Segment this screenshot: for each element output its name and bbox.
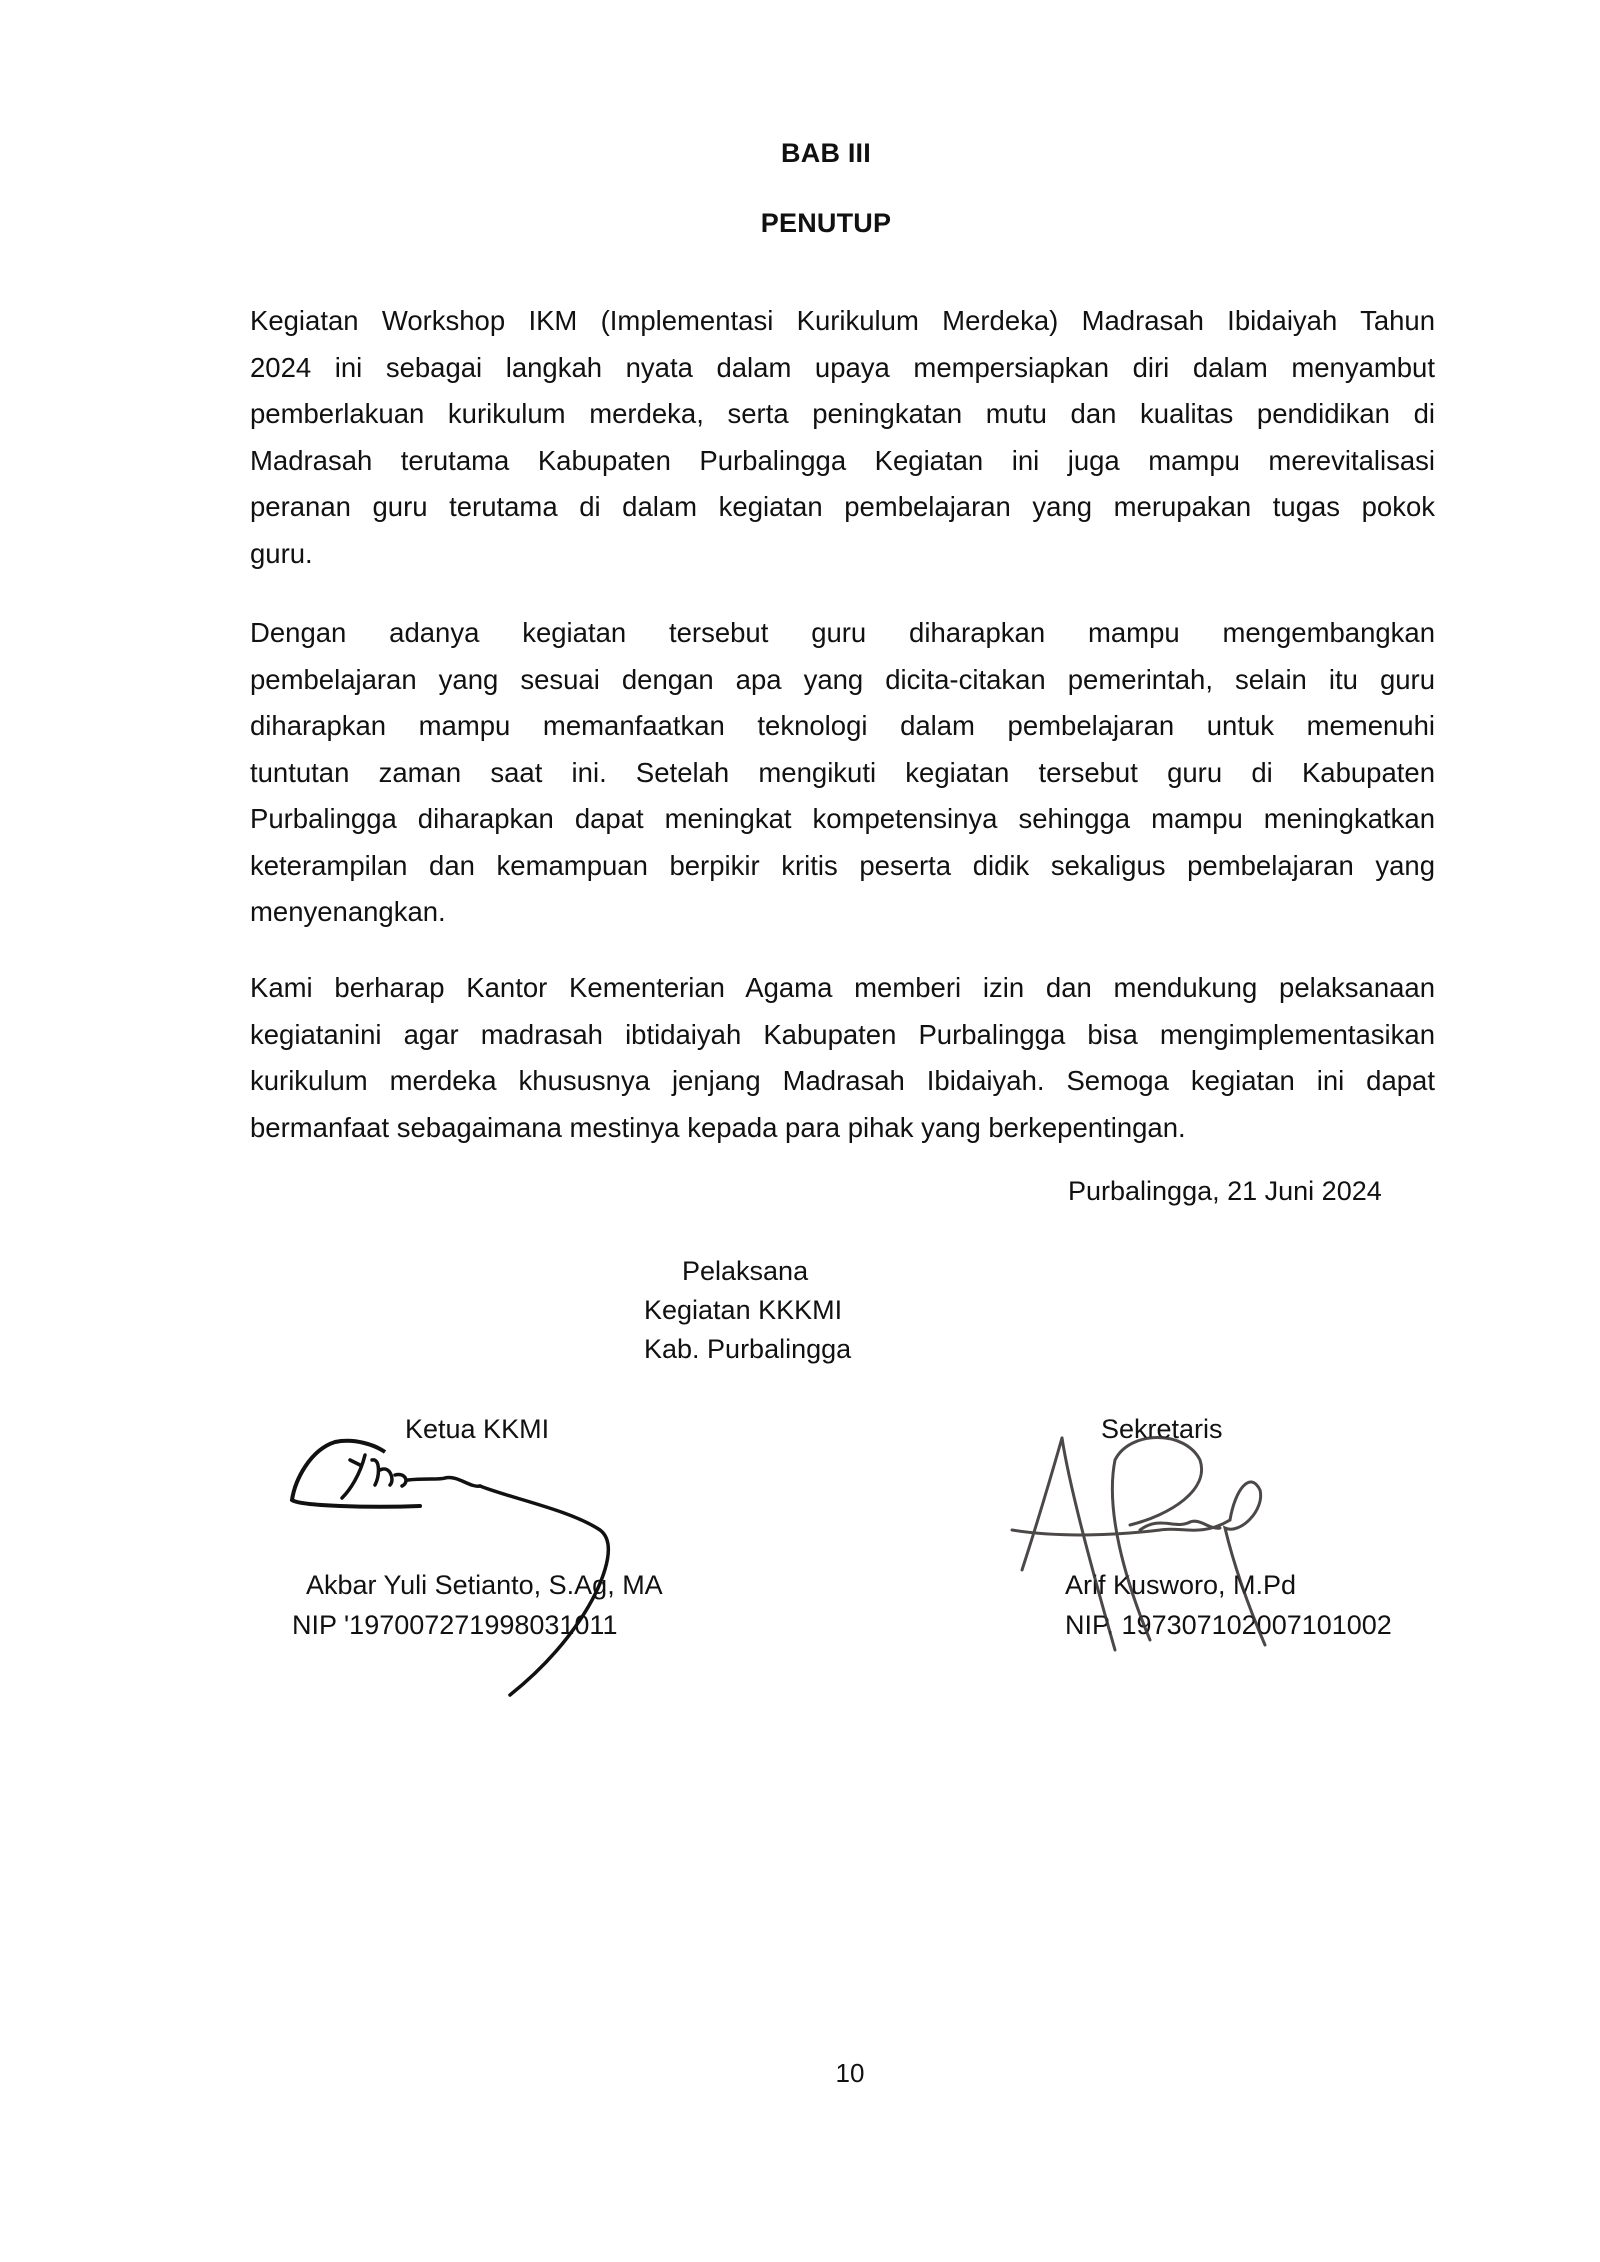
chapter-title: PENUTUP [760, 208, 892, 238]
text-line: kegiatanini agar madrasah ibtidaiyah Kabupaten Purbalingga bisa mengimplementasikan [250, 1018, 1435, 1050]
organizer-line-2: Kegiatan KKKMI [644, 1295, 843, 1325]
text-line: pembelajaran yang sesuai dengan apa yang dicita-citakan pemerintah, selain itu guru [250, 663, 1435, 695]
paragraph-1 [250, 298, 1435, 577]
text-line: guru. [250, 537, 313, 569]
left-signature-image [280, 1420, 680, 1700]
right-signatory-name: Arif Kusworo, M.Pd [1065, 1570, 1297, 1600]
text-line: diharapkan mampu memanfaatkan teknologi dalam pembelajaran untuk memenuhi [250, 710, 1435, 741]
text-line: pemberlakuan kurikulum merdeka, serta peningkatan mutu dan kualitas pendidikan di [250, 398, 1435, 429]
left-signatory-nip: NIP '197007271998031011 [292, 1610, 618, 1640]
left-signatory-role: Ketua KKMI [405, 1414, 550, 1444]
paragraph-2 [250, 610, 1435, 936]
right-signatory-role: Sekretaris [1101, 1414, 1223, 1444]
page-number: 10 [835, 2058, 865, 2088]
place-date: Purbalingga, 21 Juni 2024 [1068, 1176, 1382, 1206]
right-signatory-nip: NIP. 197307102007101002 [1065, 1610, 1392, 1640]
paragraph-3 [250, 965, 1435, 1151]
text-line: Madrasah terutama Kabupaten Purbalingga Kegiatan ini juga mampu merevitalisasi [250, 444, 1435, 476]
text-line: Kegiatan Workshop IKM (Implementasi Kurikulum Merdeka) Madrasah Ibidaiyah Tahun [250, 305, 1435, 336]
text-line: menyenangkan. [250, 896, 446, 927]
text-line: 2024 ini sebagai langkah nyata dalam upaya mempersiapkan diri dalam menyambut [250, 351, 1435, 383]
text-line: peranan guru terutama di dalam kegiatan pembelajaran yang merupakan tugas pokok [250, 491, 1435, 522]
text-line: Dengan adanya kegiatan tersebut guru diharapkan mampu mengembangkan [250, 617, 1435, 648]
chapter-label: BAB III [781, 138, 871, 168]
text-line: kurikulum merdeka khususnya jenjang Madrasah Ibidaiyah. Semoga kegiatan ini dapat [250, 1065, 1435, 1096]
text-line: tuntutan zaman saat ini. Setelah mengikuti kegiatan tersebut guru di Kabupaten [250, 756, 1435, 788]
organizer-line-3: Kab. Purbalingga [644, 1334, 852, 1364]
left-signatory-name: Akbar Yuli Setianto, S.Ag, MA [306, 1570, 663, 1600]
organizer-line-1: Pelaksana [682, 1256, 809, 1286]
text-line: Kami berharap Kantor Kementerian Agama memberi izin dan mendukung pelaksanaan [250, 972, 1435, 1003]
text-line: Purbalingga diharapkan dapat meningkat kompetensinya sehingga mampu meningkatkan [250, 803, 1435, 834]
text-line: bermanfaat sebagaimana mestinya kepada para pihak yang berkepentingan. [250, 1111, 1186, 1143]
text-line: keterampilan dan kemampuan berpikir kritis peserta didik sekaligus pembelajaran yang [250, 849, 1435, 881]
